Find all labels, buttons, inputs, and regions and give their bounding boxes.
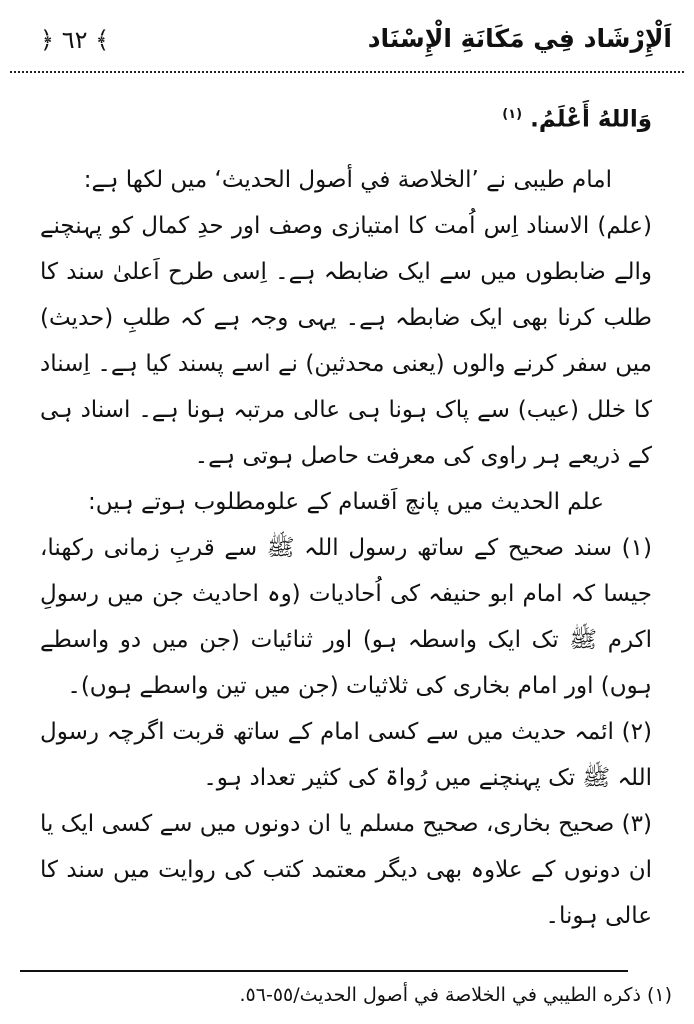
page-body <box>40 92 652 939</box>
closing-text: وَاللهُ أَعْلَمُ. <box>530 106 652 133</box>
closing-phrase <box>40 92 652 143</box>
paragraph-intro: امام طیبی نے ’الخلاصة في أصول الحدیث‘ میں لکھا ہے: <box>83 166 612 193</box>
list-item-1: (١) سند صحیح کے ساتھ رسول اللہ ﷺ سے قربِ زمانی رکھنا، جیسا کہ امام ابو حنیفہ کی اُحادیات (وہ احادیث جن میں رسولِ اکرم ﷺ تک ایک واسطہ ہو) اور ثنائیات (جن میں دو واسطے ہوں) اور امام بخاری کی ثلاثیات (جن میں تین واسطے ہوں)۔ <box>40 534 652 699</box>
footnote: (١) ذكره الطيبي في الخلاصة في أصول الحديث/٥٥-٥٦. <box>239 984 672 1006</box>
page-header <box>0 18 694 68</box>
footnote-divider <box>20 970 628 972</box>
page-number: ﴿ ٦٢ ﴾ <box>40 26 110 54</box>
footnote-marker: (١) <box>502 107 523 122</box>
header-divider <box>10 71 684 73</box>
list-item-2: (٢) ائمہ حدیث میں سے کسی امام کے ساتھ قربت اگرچہ رسول اللہ ﷺ تک پہنچنے میں رُواۃ کی کثیر تعداد ہو۔ <box>40 718 652 791</box>
paragraph-quote: (علم) الاسناد اِس اُمت کا امتیازی وصف اور حدِ کمال کو پہنچنے والے ضابطوں میں سے ایک ضابطہ ہے۔ اِسی طرح اَعلیٰ سند کا طلب کرنا بھی ایک ضابطہ ہے۔ یہی وجہ ہے کہ طلبِ (حدیث) میں سفر کرنے والوں (یعنی محدثین) نے اسے پسند کیا ہے۔ اِسناد کا خلل (عیب) سے پاک ہونا ہی عالی مرتبہ ہونا ہے۔ اسناد ہی کے ذریعے ہر راوی کی معرفت حاصل ہوتی ہے۔ <box>40 212 652 469</box>
paragraph-heading: علم الحدیث میں پانچ اَقسام کے علومطلوب ہوتے ہیں: <box>88 488 604 515</box>
book-title: اَلْإِرْشَاد فِي مَكَانَةِ الْإِسْنَاد <box>367 24 672 53</box>
list-item-3: (٣) صحیح بخاری، صحیح مسلم یا ان دونوں میں سے کسی ایک یا ان دونوں کے علاوہ بھی دیگر معتمد کتب کی روایت میں سند کا عالی ہونا۔ <box>40 810 652 929</box>
